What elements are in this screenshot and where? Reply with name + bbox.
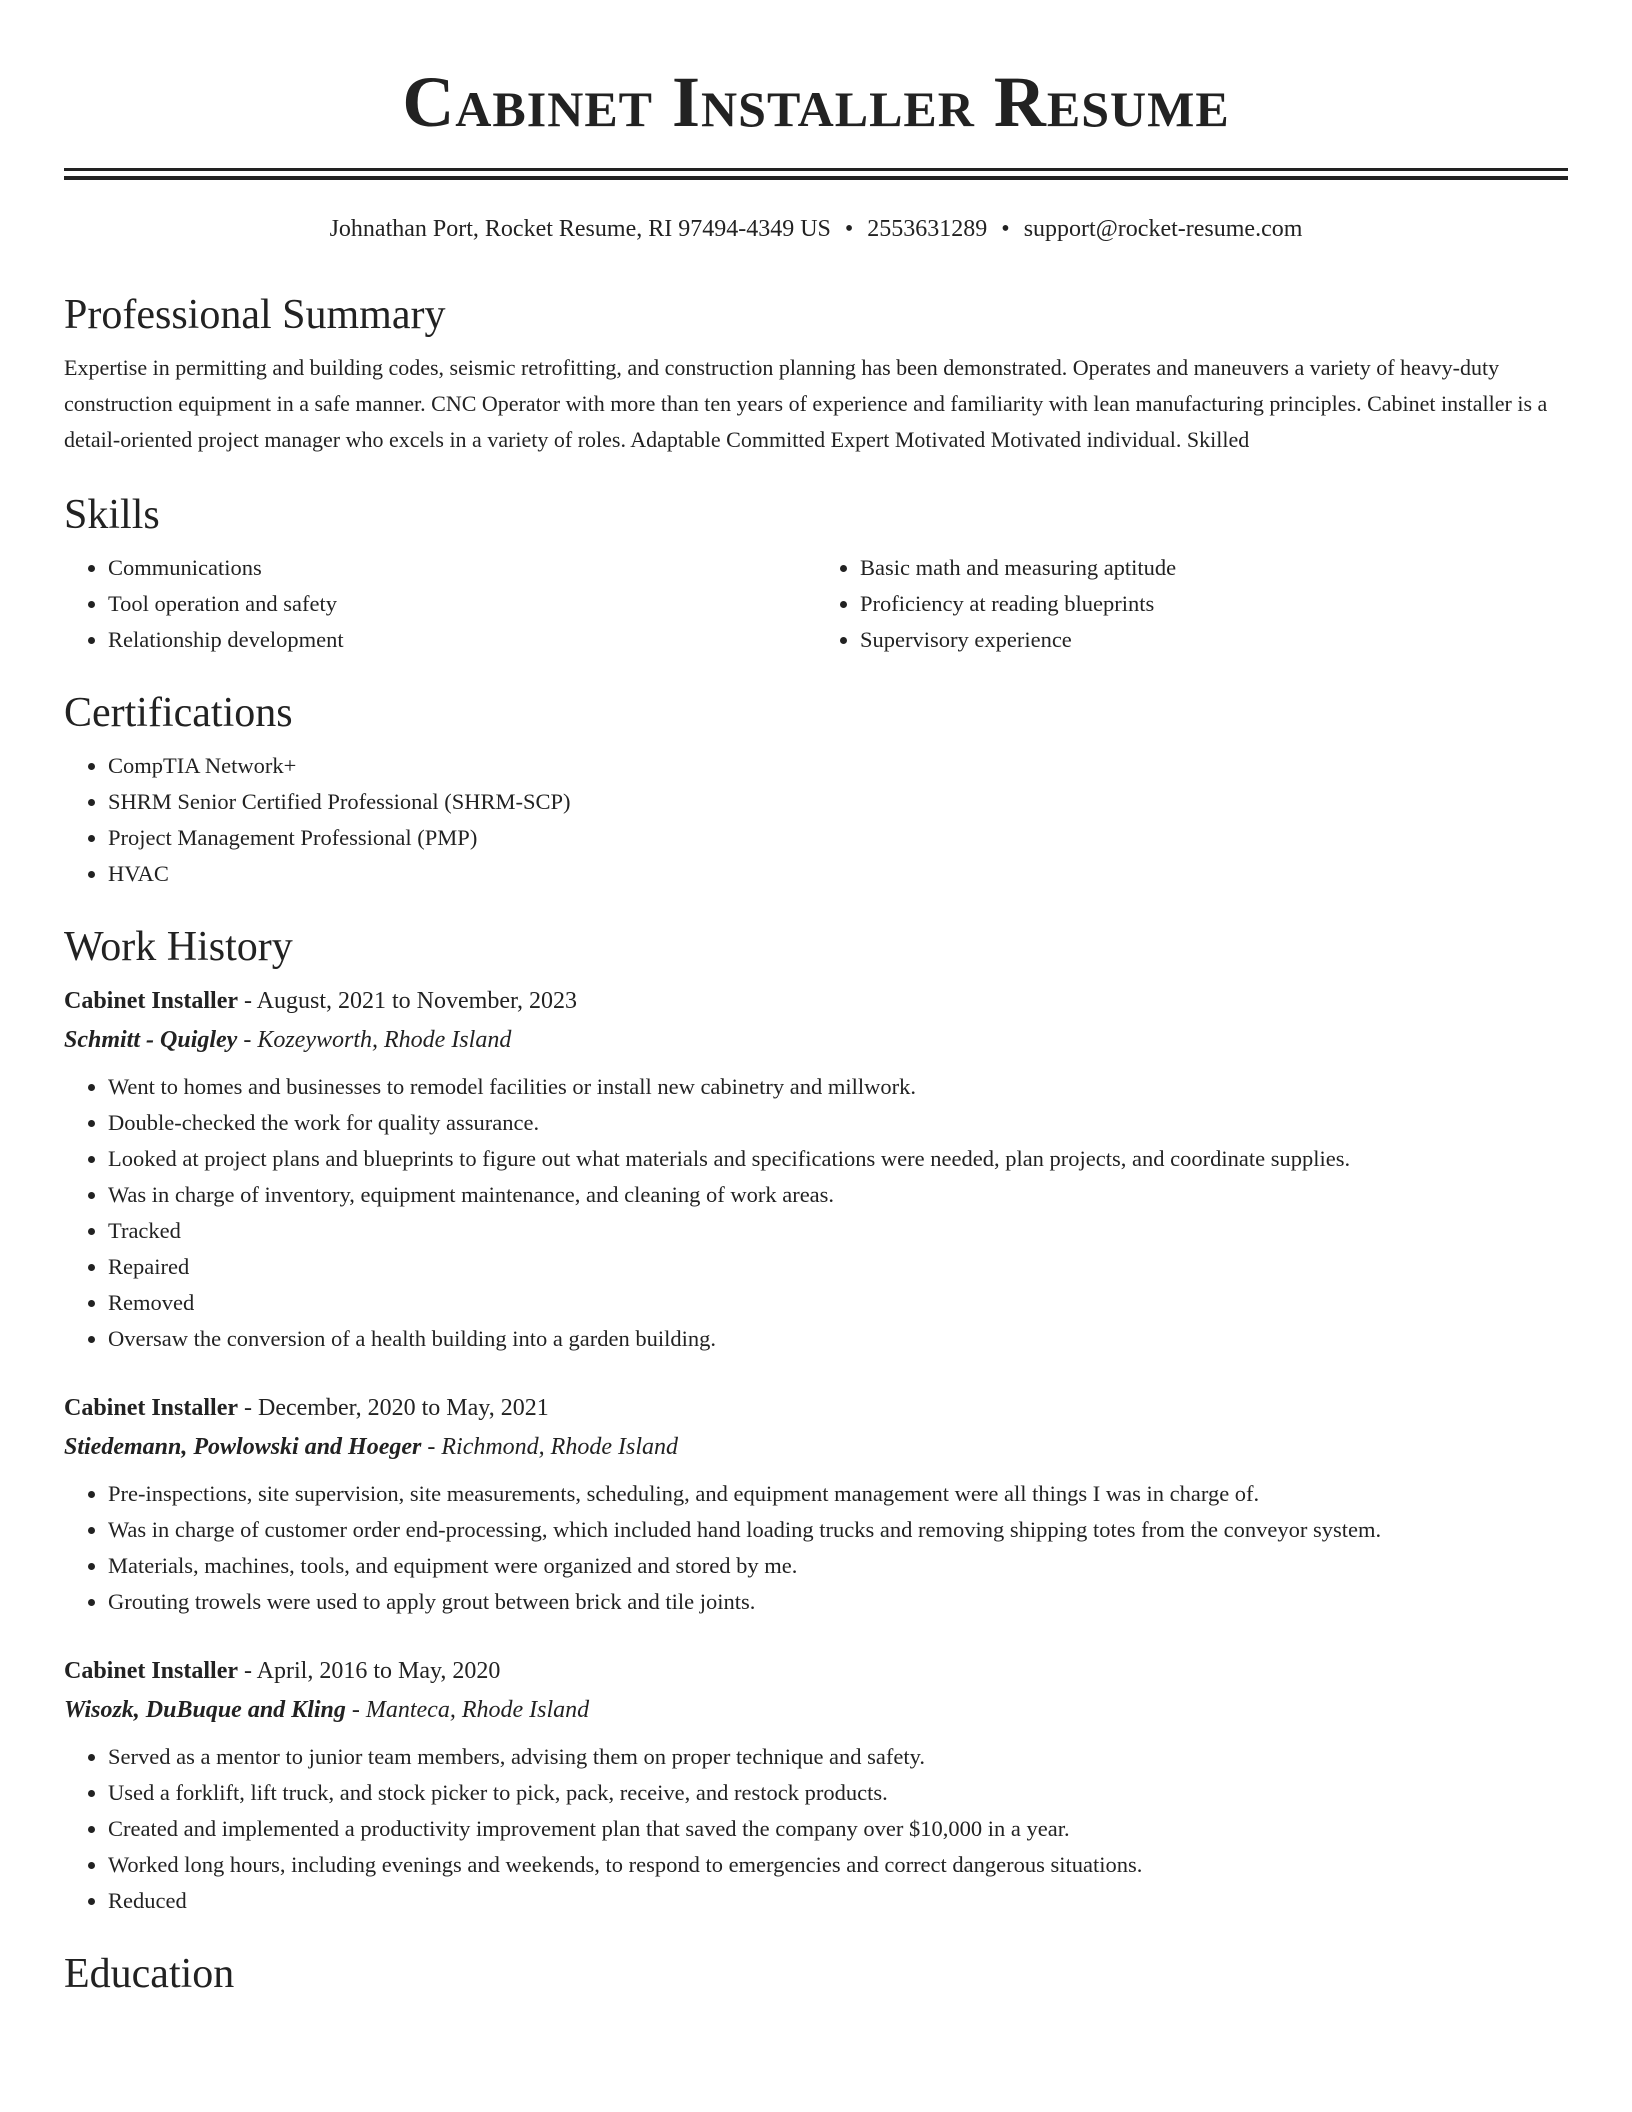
job-title: Cabinet Installer <box>64 1395 238 1421</box>
skills-heading: Skills <box>64 492 160 538</box>
job-bullet: • Tracked <box>108 1213 1568 1249</box>
summary-section <box>64 290 1568 458</box>
skill-item: • Communications <box>108 550 816 586</box>
skill-item: • Supervisory experience <box>860 622 1568 658</box>
work-history-section <box>64 922 1568 1919</box>
job-entry <box>64 1654 1568 1919</box>
company-location: - Kozeyworth, Rhode Island <box>243 1027 512 1053</box>
certifications-section <box>64 688 1568 892</box>
certification-item: • Project Management Professional (PMP) <box>108 820 1568 856</box>
certifications-list <box>64 748 1568 892</box>
contact-line <box>64 214 1568 244</box>
job-entry <box>64 984 1568 1357</box>
job-dates: - August, 2021 to November, 2023 <box>244 988 578 1014</box>
job-bullet: • Used a forklift, lift truck, and stock picker to pick, pack, receive, and restock products. <box>108 1775 1568 1811</box>
skill-item: • Relationship development <box>108 622 816 658</box>
job-bullet: • Looked at project plans and blueprints to figure out what materials and specifications were needed, plan projects, and coordinate supplies. <box>108 1141 1568 1177</box>
job-bullet: • Went to homes and businesses to remodel facilities or install new cabinetry and millwork. <box>108 1069 1568 1105</box>
job-bullet: • Reduced <box>108 1883 1568 1919</box>
contact-separator: • <box>1001 216 1010 242</box>
skill-item: • Basic math and measuring aptitude <box>860 550 1568 586</box>
job-dates: - December, 2020 to May, 2021 <box>244 1395 549 1421</box>
education-heading: Education <box>64 1951 235 1997</box>
skills-grid <box>64 550 1568 658</box>
job-bullet: • Was in charge of customer order end-processing, which included hand loading trucks and removing shipping totes from the conveyor system. <box>108 1512 1568 1548</box>
job-title-line <box>64 984 1568 1018</box>
job-title-line <box>64 1391 1568 1425</box>
summary-heading: Professional Summary <box>64 292 446 338</box>
job-title-line <box>64 1654 1568 1688</box>
job-title: Cabinet Installer <box>64 988 238 1014</box>
company-name: Schmitt - Quigley <box>64 1027 238 1053</box>
job-bullet: • Worked long hours, including evenings and weekends, to respond to emergencies and correct dangerous situations. <box>108 1847 1568 1883</box>
job-bullet: • Repaired <box>108 1249 1568 1285</box>
job-bullets <box>64 1739 1568 1919</box>
job-dates: - April, 2016 to May, 2020 <box>244 1658 501 1684</box>
job-bullets <box>64 1476 1568 1620</box>
job-title: Cabinet Installer <box>64 1658 238 1684</box>
skills-list-left <box>64 550 816 658</box>
job-bullet: • Grouting trowels were used to apply grout between brick and tile joints. <box>108 1584 1568 1620</box>
summary-text: Expertise in permitting and building codes, seismic retrofitting, and construction planning has been demonstrated. Operates and maneuvers a variety of heavy-duty construction equipment in a safe manner. CNC Operator with more than ten years of experience and familiarity with lean manufacturing principles. Cabinet installer is a detail-oriented project manager who excels in a variety of roles. Adaptable Committed Expert Motivated Motivated individual. Skilled <box>64 355 1548 452</box>
certification-item: • HVAC <box>108 856 1568 892</box>
education-section <box>64 1949 1568 1999</box>
work-history-heading: Work History <box>64 924 293 970</box>
certification-item: • SHRM Senior Certified Professional (SHRM-SCP) <box>108 784 1568 820</box>
skills-section <box>64 490 1568 658</box>
job-entry <box>64 1391 1568 1620</box>
company-location: - Manteca, Rhode Island <box>351 1697 590 1723</box>
company-name: Wisozk, DuBuque and Kling <box>64 1697 346 1723</box>
job-bullet: • Created and implemented a productivity improvement plan that saved the company over $10,000 in a year. <box>108 1811 1568 1847</box>
skill-item: • Proficiency at reading blueprints <box>860 586 1568 622</box>
contact-address: Johnathan Port, Rocket Resume, RI 97494-4349 US <box>329 216 831 242</box>
contact-separator: • <box>844 216 854 242</box>
job-bullet: • Served as a mentor to junior team members, advising them on proper technique and safety. <box>108 1739 1568 1775</box>
job-bullet: • Double-checked the work for quality assurance. <box>108 1105 1568 1141</box>
job-bullet: • Pre-inspections, site supervision, site measurements, scheduling, and equipment management were all things I was in charge of. <box>108 1476 1568 1512</box>
job-bullets <box>64 1069 1568 1357</box>
company-line <box>64 1693 1568 1727</box>
certifications-heading: Certifications <box>64 690 293 736</box>
contact-email: support@rocket-resume.com <box>1023 216 1303 242</box>
company-name: Stiedemann, Powlowski and Hoeger <box>64 1434 422 1460</box>
contact-phone: 2553631289 <box>867 216 988 242</box>
title-divider <box>64 168 1568 180</box>
job-bullet: • Oversaw the conversion of a health building into a garden building. <box>108 1321 1568 1357</box>
job-bullet: • Removed <box>108 1285 1568 1321</box>
certification-item: • CompTIA Network+ <box>108 748 1568 784</box>
job-bullet: • Materials, machines, tools, and equipment were organized and stored by me. <box>108 1548 1568 1584</box>
company-line <box>64 1023 1568 1057</box>
resume-page <box>64 0 1568 1999</box>
resume-title: Cabinet Installer Resume <box>402 62 1230 142</box>
job-bullet: • Was in charge of inventory, equipment maintenance, and cleaning of work areas. <box>108 1177 1568 1213</box>
company-location: - Richmond, Rhode Island <box>427 1434 678 1460</box>
skill-item: • Tool operation and safety <box>108 586 816 622</box>
skills-list-right <box>816 550 1568 658</box>
company-line <box>64 1430 1568 1464</box>
